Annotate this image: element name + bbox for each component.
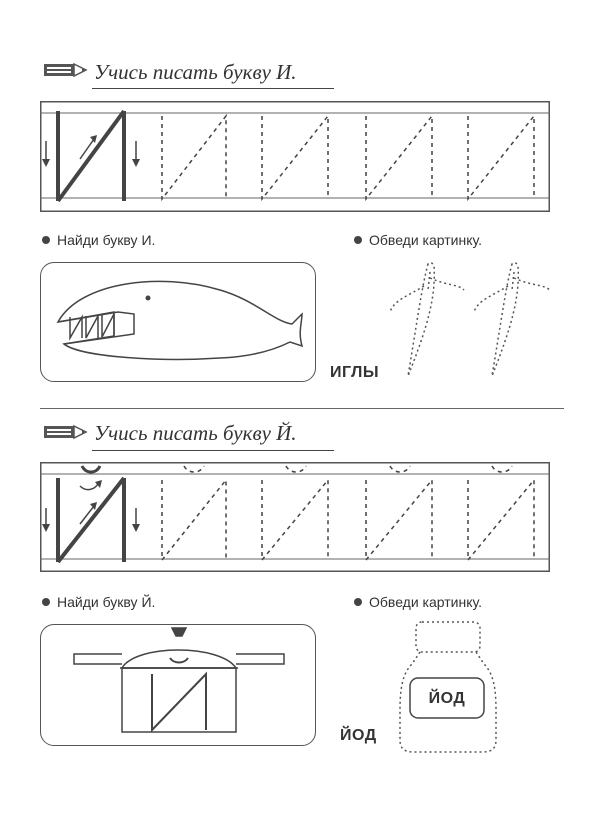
section-divider: [40, 408, 564, 409]
whale-icon: [40, 262, 316, 382]
find-letter-label: Найди букву Й.: [42, 594, 155, 610]
pot-icon: [40, 624, 316, 746]
pencil-icon: [44, 62, 86, 78]
pencil-icon: [44, 424, 86, 440]
bullet-icon: [42, 598, 50, 606]
iodine-bottle-icon: [398, 620, 498, 754]
picture-caption: ИГЛЫ: [330, 364, 380, 381]
find-letter-label: Найди букву И.: [42, 232, 155, 248]
trace-picture-label: Обведи картинку.: [354, 232, 482, 248]
bullet-icon: [42, 236, 50, 244]
heading-underline: [92, 450, 334, 451]
tracing-letters: [40, 462, 550, 572]
needles-icon: [388, 256, 558, 386]
section-heading: Учись писать букву И.: [94, 60, 297, 84]
writing-strip: [40, 101, 550, 212]
picture-caption: ЙОД: [340, 727, 377, 744]
bullet-icon: [354, 598, 362, 606]
writing-strip: [40, 462, 550, 572]
tracing-letters: [40, 101, 550, 212]
heading-underline: [92, 88, 334, 89]
bullet-icon: [354, 236, 362, 244]
section-heading: Учись писать букву Й.: [94, 421, 297, 445]
trace-picture-label: Обведи картинку.: [354, 594, 482, 610]
jar-label: ЙОД: [428, 690, 466, 707]
